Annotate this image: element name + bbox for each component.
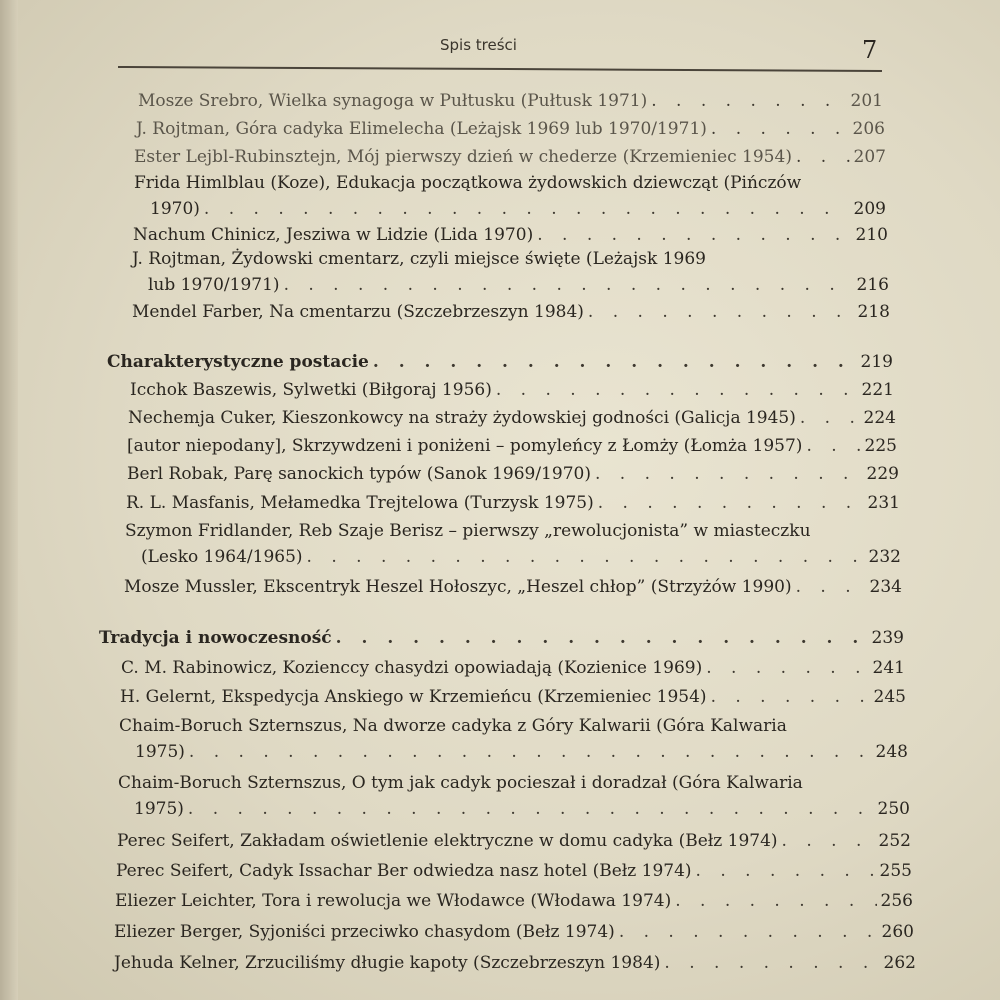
entry-page: 255: [879, 861, 912, 881]
toc-entry: [134, 144, 886, 170]
entry-page: 239: [871, 628, 904, 648]
toc-section-heading: [107, 349, 893, 375]
dot-leader: [796, 574, 866, 600]
entry-page: 250: [877, 799, 910, 819]
toc-entry: [121, 655, 905, 681]
entry-page: 225: [864, 436, 897, 456]
dot-leader: [336, 625, 868, 651]
entry-title: Nechemja Cuker, Kieszonkowcy na straży żydowskiej godności (Galicja 1945): [128, 408, 796, 428]
dot-leader: [595, 461, 863, 487]
entry-title: [autor niepodany], Skrzywdzeni i poniżeni – pomyleńcy z Łomży (Łomża 1957): [127, 436, 803, 456]
dot-leader: [588, 299, 854, 325]
dot-leader: [284, 272, 853, 298]
toc-section-heading: [99, 625, 904, 651]
dot-leader: [675, 888, 876, 914]
entry-page: 256: [880, 891, 913, 911]
entry-title: Icchok Baszewis, Sylwetki (Biłgoraj 1956): [130, 380, 492, 400]
entry-page: 219: [860, 352, 893, 372]
running-title: Spis treści: [440, 36, 517, 54]
dot-leader: [619, 919, 878, 945]
header-rule: [118, 66, 882, 72]
entry-title-line2: lub 1970/1971): [148, 275, 280, 295]
dot-leader: [664, 950, 879, 976]
entry-page: 207: [853, 147, 886, 167]
dot-leader: [782, 828, 875, 854]
entry-title: C. M. Rabinowicz, Kozienccy chasydzi opowiadają (Kozienice 1969): [121, 658, 703, 678]
entry-page: 252: [878, 831, 911, 851]
entry-title: Ester Lejbl-Rubinsztejn, Mój pierwszy dzień w chederze (Krzemieniec 1954): [134, 147, 792, 167]
toc-entry: [116, 858, 912, 884]
toc-entry: [136, 116, 885, 142]
toc-entry: [134, 170, 886, 222]
entry-title: Jehuda Kelner, Zrzuciliśmy długie kapoty (Szczebrzeszyn 1984): [114, 953, 661, 973]
toc-entry: [130, 377, 894, 403]
entry-title: R. L. Masfanis, Mełamedka Trejtelowa (Turzysk 1975): [126, 493, 594, 513]
entry-title: Berl Robak, Parę sanockich typów (Sanok 1969/1970): [127, 464, 591, 484]
toc-entry: [138, 88, 883, 114]
entry-page: 209: [853, 199, 886, 219]
toc-entry: [114, 919, 914, 945]
entry-title-line1: J. Rojtman, Żydowski cmentarz, czyli miejsce święte (Leżajsk 1969: [132, 249, 706, 269]
entry-title: Mosze Srebro, Wielka synagoga w Pułtusku (Pułtusk 1971): [138, 91, 648, 111]
toc-entry: [120, 684, 906, 710]
entry-page: 221: [861, 380, 894, 400]
dot-leader: [706, 655, 868, 681]
entry-title-line1: Frida Himlblau (Koze), Edukacja początkowa żydowskich dziewcząt (Pińczów: [134, 173, 802, 193]
entry-title: J. Rojtman, Góra cadyka Elimelecha (Leżajsk 1969 lub 1970/1971): [136, 119, 707, 139]
dot-leader: [711, 684, 870, 710]
entry-page: 231: [867, 493, 900, 513]
entry-title-line1: Szymon Fridlander, Reb Szaje Berisz – pierwszy „rewolucjonista” w miasteczku: [125, 521, 811, 541]
entry-page: 262: [883, 953, 916, 973]
toc-entry: [124, 574, 902, 600]
dot-leader: [373, 349, 857, 375]
dot-leader: [307, 544, 865, 570]
toc-entry: [132, 246, 889, 298]
section-title: Charakterystyczne postacie: [107, 352, 369, 372]
dot-leader: [651, 88, 846, 114]
toc-entry: [127, 461, 899, 487]
toc-entry: [125, 518, 901, 570]
entry-title: H. Gelernt, Ekspedycja Anskiego w Krzemieńcu (Krzemieniec 1954): [120, 687, 707, 707]
entry-title: Mendel Farber, Na cmentarzu (Szczebrzeszyn 1984): [132, 302, 584, 322]
toc-entry: [126, 490, 900, 516]
dot-leader: [696, 858, 876, 884]
dot-leader: [188, 796, 874, 822]
entry-page: 260: [881, 922, 914, 942]
entry-page: 201: [850, 91, 883, 111]
dot-leader: [496, 377, 858, 403]
entry-title-line2: 1975): [135, 742, 185, 762]
entry-title-line1: Chaim-Boruch Szternszus, Na dworze cadyka z Góry Kalwarii (Góra Kalwaria: [119, 716, 787, 736]
toc-entry: [133, 222, 888, 248]
dot-leader: [711, 116, 849, 142]
entry-page: 248: [875, 742, 908, 762]
entry-page: 210: [855, 225, 888, 245]
entry-page: 224: [863, 408, 896, 428]
entry-title-line2: 1975): [134, 799, 184, 819]
toc-entry: [127, 433, 897, 459]
page-number: 7: [862, 36, 878, 64]
toc-entry: [128, 405, 896, 431]
entry-page: 234: [869, 577, 902, 597]
dot-leader: [537, 222, 851, 248]
entry-title: Mosze Mussler, Ekscentryk Heszel Hołoszyc, „Heszel chłop” (Strzyżów 1990): [124, 577, 792, 597]
toc-entry: [118, 770, 910, 822]
page-binding-edge: [0, 0, 18, 1000]
entry-title: Eliezer Leichter, Tora i rewolucja we Włodawce (Włodawa 1974): [115, 891, 672, 911]
entry-title: Nachum Chinicz, Jesziwa w Lidzie (Lida 1970): [133, 225, 534, 245]
dot-leader: [189, 739, 872, 765]
entry-title: Eliezer Berger, Syjoniści przeciwko chasydom (Bełz 1974): [114, 922, 615, 942]
entry-page: 206: [852, 119, 885, 139]
toc-entry: [117, 828, 911, 854]
entry-title-line1: Chaim-Boruch Szternszus, O tym jak cadyk pocieszał i doradzał (Góra Kalwaria: [118, 773, 803, 793]
entry-page: 218: [857, 302, 890, 322]
dot-leader: [800, 405, 860, 431]
entry-title: Perec Seifert, Zakładam oświetlenie elektryczne w domu cadyka (Bełz 1974): [117, 831, 778, 851]
toc-entry: [119, 713, 908, 765]
entry-page: 229: [866, 464, 899, 484]
entry-title-line2: (Lesko 1964/1965): [141, 547, 303, 567]
section-title: Tradycja i nowoczesność: [99, 628, 332, 648]
dot-leader: [598, 490, 864, 516]
dot-leader: [204, 196, 850, 222]
entry-page: 232: [868, 547, 901, 567]
entry-page: 216: [856, 275, 889, 295]
dot-leader: [806, 433, 860, 459]
toc-entry: [114, 950, 916, 976]
toc-entry: [132, 299, 890, 325]
entry-page: 245: [873, 687, 906, 707]
toc-entry: [115, 888, 913, 914]
entry-title-line2: 1970): [150, 199, 200, 219]
dot-leader: [796, 144, 850, 170]
entry-title: Perec Seifert, Cadyk Issachar Ber odwiedza nasz hotel (Bełz 1974): [116, 861, 692, 881]
entry-page: 241: [872, 658, 905, 678]
